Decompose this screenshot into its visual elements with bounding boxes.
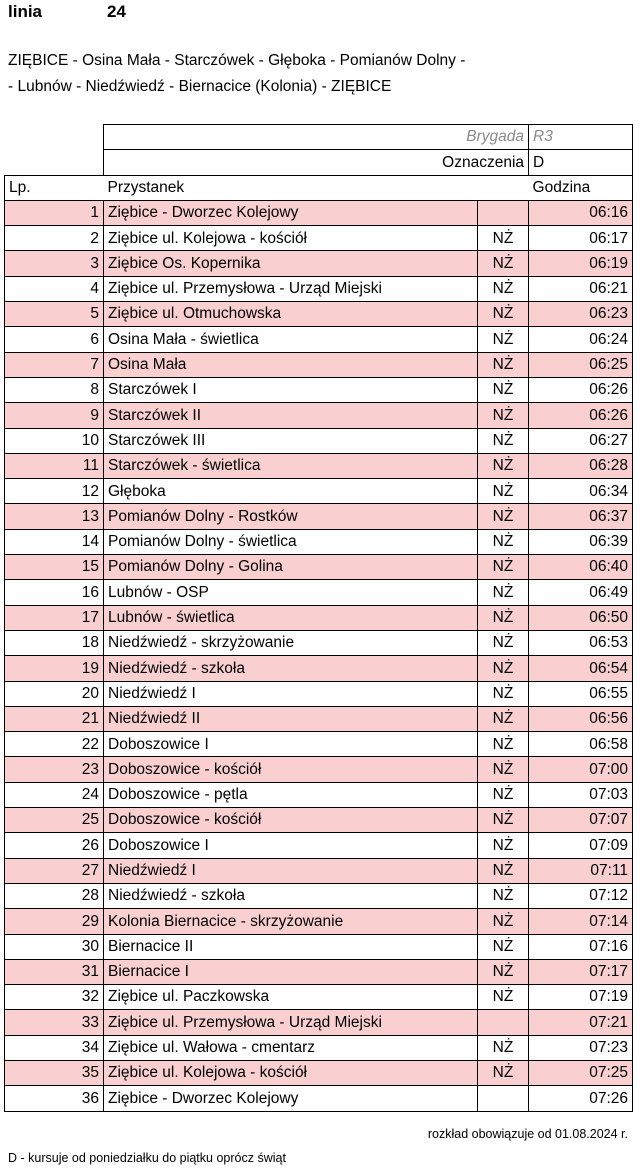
row-lp: 30 — [5, 934, 104, 959]
row-lp: 31 — [5, 959, 104, 984]
row-mark: NŻ — [478, 833, 529, 858]
row-stop-name: Doboszowice I — [104, 732, 478, 757]
table-row — [5, 1010, 633, 1035]
row-time: 06:17 — [529, 226, 633, 251]
route-line-2: - Lubnów - Niedźwiedź - Biernacice (Kolonia) - ZIĘBICE — [8, 78, 392, 95]
row-lp: 3 — [5, 251, 104, 276]
row-time: 07:25 — [529, 1060, 633, 1085]
row-mark: NŻ — [478, 985, 529, 1010]
row-time: 06:56 — [529, 706, 633, 731]
row-stop-name: Ziębice ul. Przemysłowa - Urząd Miejski — [104, 1010, 478, 1035]
table-row — [5, 529, 633, 554]
row-mark: NŻ — [478, 782, 529, 807]
row-stop-name: Niedźwiedź - szkoła — [104, 883, 478, 908]
row-lp: 11 — [5, 453, 104, 478]
row-lp: 6 — [5, 327, 104, 352]
table-row — [5, 1060, 633, 1085]
row-stop-name: Doboszowice I — [104, 833, 478, 858]
row-lp: 2 — [5, 226, 104, 251]
col-header-lp: Lp. — [5, 175, 104, 200]
row-time: 07:23 — [529, 1035, 633, 1060]
row-mark: NŻ — [478, 1035, 529, 1060]
table-row — [5, 377, 633, 402]
column-header-row — [5, 175, 633, 200]
row-stop-name: Doboszowice - kościół — [104, 757, 478, 782]
table-row — [5, 200, 633, 225]
row-time: 06:58 — [529, 732, 633, 757]
table-row — [5, 226, 633, 251]
table-row — [5, 757, 633, 782]
row-mark: NŻ — [478, 529, 529, 554]
row-stop-name: Głęboka — [104, 479, 478, 504]
row-time: 07:03 — [529, 782, 633, 807]
row-time: 06:21 — [529, 276, 633, 301]
row-mark: NŻ — [478, 504, 529, 529]
table-row — [5, 630, 633, 655]
table-row — [5, 959, 633, 984]
row-mark: NŻ — [478, 377, 529, 402]
table-row — [5, 1086, 633, 1111]
row-time: 07:00 — [529, 757, 633, 782]
row-stop-name: Lubnów - świetlica — [104, 605, 478, 630]
table-row — [5, 782, 633, 807]
row-time: 06:50 — [529, 605, 633, 630]
row-mark: NŻ — [478, 428, 529, 453]
row-lp: 13 — [5, 504, 104, 529]
row-stop-name: Biernacice II — [104, 934, 478, 959]
row-mark: NŻ — [478, 883, 529, 908]
row-time: 06:53 — [529, 630, 633, 655]
row-lp: 14 — [5, 529, 104, 554]
timetable — [4, 124, 633, 1112]
row-time: 06:28 — [529, 453, 633, 478]
table-row — [5, 833, 633, 858]
row-stop-name: Kolonia Biernacice - skrzyżowanie — [104, 909, 478, 934]
row-stop-name: Niedźwiedź II — [104, 706, 478, 731]
row-mark: NŻ — [478, 226, 529, 251]
table-row — [5, 732, 633, 757]
table-row — [5, 352, 633, 377]
row-time: 06:54 — [529, 656, 633, 681]
table-row — [5, 428, 633, 453]
row-lp: 23 — [5, 757, 104, 782]
table-row — [5, 276, 633, 301]
row-mark: NŻ — [478, 453, 529, 478]
table-row — [5, 302, 633, 327]
row-mark: NŻ — [478, 732, 529, 757]
row-time: 06:34 — [529, 479, 633, 504]
row-mark: NŻ — [478, 706, 529, 731]
row-mark: NŻ — [478, 327, 529, 352]
row-time: 07:09 — [529, 833, 633, 858]
row-mark: NŻ — [478, 630, 529, 655]
row-time: 07:14 — [529, 909, 633, 934]
row-time: 06:19 — [529, 251, 633, 276]
oznaczenia-label: Oznaczenia — [104, 150, 529, 175]
row-time: 07:21 — [529, 1010, 633, 1035]
table-row — [5, 883, 633, 908]
row-stop-name: Biernacice I — [104, 959, 478, 984]
row-time: 06:40 — [529, 555, 633, 580]
row-lp: 15 — [5, 555, 104, 580]
row-lp: 8 — [5, 377, 104, 402]
row-lp: 28 — [5, 883, 104, 908]
row-lp: 5 — [5, 302, 104, 327]
table-row — [5, 453, 633, 478]
table-row — [5, 555, 633, 580]
table-row — [5, 858, 633, 883]
row-lp: 19 — [5, 656, 104, 681]
validity-note: rozkład obowiązuje od 01.08.2024 r. — [427, 1127, 628, 1141]
table-row — [5, 808, 633, 833]
row-time: 06:26 — [529, 377, 633, 402]
row-time: 06:39 — [529, 529, 633, 554]
table-row — [5, 656, 633, 681]
row-stop-name: Osina Mała — [104, 352, 478, 377]
row-stop-name: Niedźwiedź - skrzyżowanie — [104, 630, 478, 655]
row-stop-name: Ziębice - Dworzec Kolejowy — [104, 200, 478, 225]
row-time: 06:49 — [529, 580, 633, 605]
col-header-time: Godzina — [529, 175, 633, 200]
row-stop-name: Pomianów Dolny - Golina — [104, 555, 478, 580]
timetable-body — [5, 200, 633, 1111]
row-mark: NŻ — [478, 352, 529, 377]
table-row — [5, 681, 633, 706]
table-row — [5, 580, 633, 605]
brygada-row — [5, 125, 633, 150]
row-lp: 27 — [5, 858, 104, 883]
row-stop-name: Ziębice ul. Wałowa - cmentarz — [104, 1035, 478, 1060]
row-lp: 7 — [5, 352, 104, 377]
row-lp: 22 — [5, 732, 104, 757]
table-row — [5, 504, 633, 529]
row-stop-name: Pomianów Dolny - świetlica — [104, 529, 478, 554]
row-stop-name: Ziębice ul. Kolejowa - kościół — [104, 226, 478, 251]
row-lp: 26 — [5, 833, 104, 858]
row-time: 07:26 — [529, 1086, 633, 1111]
row-stop-name: Ziębice ul. Kolejowa - kościół — [104, 1060, 478, 1085]
route-line-1: ZIĘBICE - Osina Mała - Starczówek - Głęboka - Pomianów Dolny - — [8, 52, 466, 69]
row-stop-name: Lubnów - OSP — [104, 580, 478, 605]
line-number: 24 — [107, 2, 126, 21]
row-time: 07:11 — [529, 858, 633, 883]
oznaczenia-value: D — [529, 150, 633, 175]
row-lp: 18 — [5, 630, 104, 655]
row-stop-name: Starczówek II — [104, 403, 478, 428]
row-mark: NŻ — [478, 580, 529, 605]
row-stop-name: Starczówek III — [104, 428, 478, 453]
row-time: 06:55 — [529, 681, 633, 706]
row-mark — [478, 200, 529, 225]
row-stop-name: Ziębice - Dworzec Kolejowy — [104, 1086, 478, 1111]
legend-note: D - kursuje od poniedziałku do piątku oprócz świąt — [8, 1151, 286, 1165]
row-time: 06:26 — [529, 403, 633, 428]
row-stop-name: Ziębice ul. Otmuchowska — [104, 302, 478, 327]
row-mark: NŻ — [478, 479, 529, 504]
line-label: linia — [8, 2, 43, 21]
row-lp: 9 — [5, 403, 104, 428]
table-row — [5, 403, 633, 428]
row-time: 06:27 — [529, 428, 633, 453]
row-stop-name: Starczówek - świetlica — [104, 453, 478, 478]
row-mark — [478, 1086, 529, 1111]
table-row — [5, 605, 633, 630]
row-mark: NŻ — [478, 656, 529, 681]
row-mark: NŻ — [478, 858, 529, 883]
oznaczenia-row — [5, 150, 633, 175]
row-lp: 35 — [5, 1060, 104, 1085]
row-lp: 24 — [5, 782, 104, 807]
row-time: 06:23 — [529, 302, 633, 327]
row-time: 07:16 — [529, 934, 633, 959]
row-mark — [478, 1010, 529, 1035]
row-stop-name: Niedźwiedź I — [104, 858, 478, 883]
row-stop-name: Ziębice ul. Przemysłowa - Urząd Miejski — [104, 276, 478, 301]
row-time: 07:19 — [529, 985, 633, 1010]
row-lp: 33 — [5, 1010, 104, 1035]
row-mark: NŻ — [478, 909, 529, 934]
table-row — [5, 934, 633, 959]
row-time: 07:17 — [529, 959, 633, 984]
row-lp: 34 — [5, 1035, 104, 1060]
row-lp: 12 — [5, 479, 104, 504]
row-lp: 17 — [5, 605, 104, 630]
row-stop-name: Doboszowice - kościół — [104, 808, 478, 833]
brygada-value: R3 — [529, 125, 633, 150]
row-stop-name: Niedźwiedź I — [104, 681, 478, 706]
row-time: 07:12 — [529, 883, 633, 908]
row-time: 07:07 — [529, 808, 633, 833]
row-mark: NŻ — [478, 808, 529, 833]
row-stop-name: Ziębice Os. Kopernika — [104, 251, 478, 276]
row-lp: 16 — [5, 580, 104, 605]
row-lp: 36 — [5, 1086, 104, 1111]
row-mark: NŻ — [478, 555, 529, 580]
brygada-label: Brygada — [104, 125, 529, 150]
row-mark: NŻ — [478, 757, 529, 782]
row-stop-name: Ziębice ul. Paczkowska — [104, 985, 478, 1010]
row-stop-name: Pomianów Dolny - Rostków — [104, 504, 478, 529]
row-lp: 20 — [5, 681, 104, 706]
row-time: 06:37 — [529, 504, 633, 529]
table-row — [5, 327, 633, 352]
row-mark: NŻ — [478, 934, 529, 959]
row-mark: NŻ — [478, 959, 529, 984]
table-row — [5, 706, 633, 731]
row-mark: NŻ — [478, 302, 529, 327]
row-mark: NŻ — [478, 276, 529, 301]
table-row — [5, 251, 633, 276]
row-mark: NŻ — [478, 251, 529, 276]
table-row — [5, 479, 633, 504]
row-lp: 32 — [5, 985, 104, 1010]
row-lp: 1 — [5, 200, 104, 225]
table-row — [5, 909, 633, 934]
row-lp: 21 — [5, 706, 104, 731]
row-time: 06:24 — [529, 327, 633, 352]
row-lp: 10 — [5, 428, 104, 453]
row-lp: 29 — [5, 909, 104, 934]
col-header-stop: Przystanek — [104, 175, 529, 200]
row-mark: NŻ — [478, 605, 529, 630]
row-mark: NŻ — [478, 681, 529, 706]
row-stop-name: Osina Mała - świetlica — [104, 327, 478, 352]
row-time: 06:16 — [529, 200, 633, 225]
row-mark: NŻ — [478, 403, 529, 428]
table-row — [5, 985, 633, 1010]
row-stop-name: Starczówek I — [104, 377, 478, 402]
row-stop-name: Doboszowice - pętla — [104, 782, 478, 807]
row-time: 06:25 — [529, 352, 633, 377]
row-mark: NŻ — [478, 1060, 529, 1085]
table-row — [5, 1035, 633, 1060]
row-lp: 4 — [5, 276, 104, 301]
row-stop-name: Niedźwiedź - szkoła — [104, 656, 478, 681]
row-lp: 25 — [5, 808, 104, 833]
